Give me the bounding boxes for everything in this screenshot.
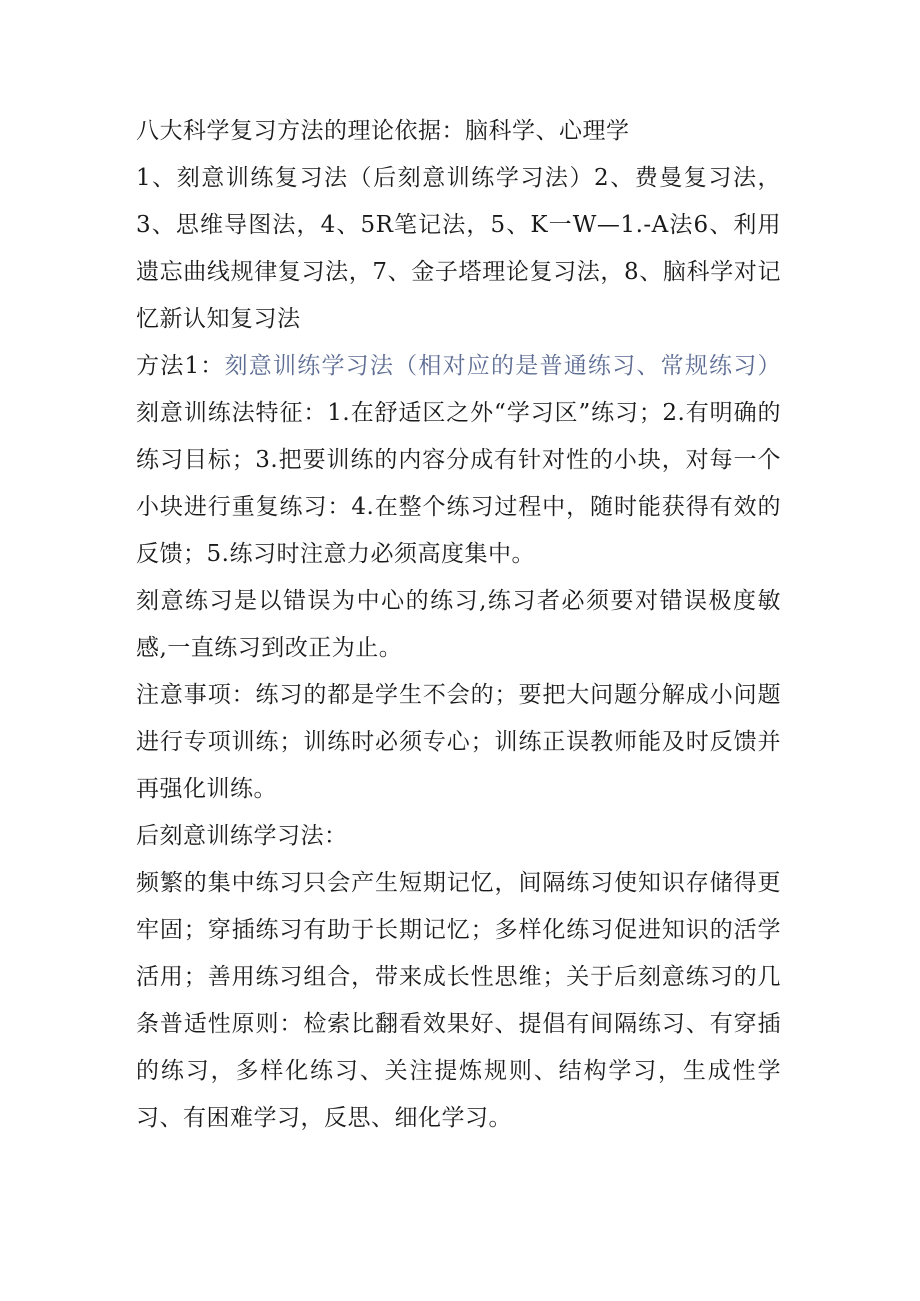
error-centered-paragraph: 刻意练习是以错误为中心的练习,练习者必须要对错误极度敏感,一直练习到改正为止。 <box>136 588 781 661</box>
document-body <box>136 108 781 1142</box>
notes-paragraph: 注意事项：练习的都是学生不会的；要把大问题分解成小问题进行专项训练；训练时必须专心；训练正误教师能及时反馈并再强化训练。 <box>136 682 781 802</box>
post-deliberate-paragraph: 频繁的集中练习只会产生短期记忆，间隔练习使知识存储得更牢固；穿插练习有助于长期记忆；多样化练习促进知识的活学活用；善用练习组合，带来成长性思维；关于后刻意练习的几条普适性原则：检索比翻看效果好、提倡有间隔练习、有穿插的练习，多样化练习、关注提炼规则、结构学习，生成性学习、有困难学习，反思、细化学习。 <box>136 870 781 1131</box>
post-deliberate-title: 后刻意训练学习法： <box>136 823 348 849</box>
method1-prefix: 方法1： <box>136 353 225 379</box>
method1-title: 刻意训练学习法（相对应的是普通练习、常规练习） <box>224 353 782 379</box>
methods-list-paragraph: 1、刻意训练复习法（后刻意训练学习法）2、费曼复习法，3、思维导图法，4、5R笔记法，5、K一W—1.-A法6、利用遗忘曲线规律复习法，7、金子塔理论复习法，8、脑科学对记忆新认知复习法 <box>136 165 781 332</box>
method1-body: 刻意训练法特征：1.在舒适区之外“学习区”练习；2.有明确的练习目标；3.把要训练的内容分成有针对性的小块，对每一个小块进行重复练习：4.在整个练习过程中，随时能获得有效的反馈；5.练习时注意力必须高度集中。 <box>136 400 781 567</box>
document-heading: 八大科学复习方法的理论依据：脑科学、心理学 <box>136 118 630 144</box>
method1-paragraph <box>136 343 781 578</box>
